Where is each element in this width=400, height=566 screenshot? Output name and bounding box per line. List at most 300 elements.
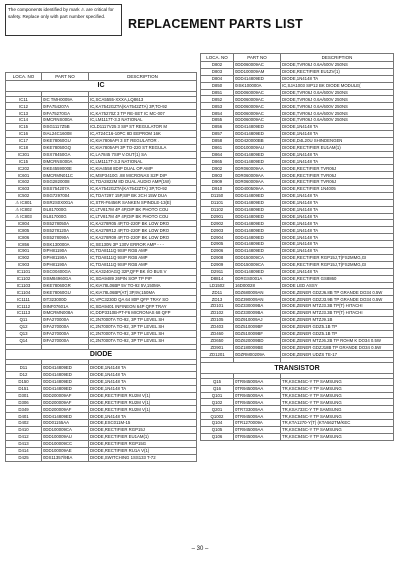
- description-cell: DIODE,SWITCHING 1SS133 T-72: [89, 454, 197, 461]
- table-row: [201, 392, 394, 399]
- table-row: [201, 254, 394, 261]
- table-row: [6, 96, 197, 103]
- description-cell: IC,LTV817M 4P 4P,DIP BK PHOTO COU: [89, 206, 197, 213]
- part-no-cell: 0ISR2S0X001A: [42, 199, 89, 206]
- table-row: [6, 234, 197, 241]
- part-no-cell: 0IMCRMN011C: [42, 172, 89, 179]
- table-row: [6, 378, 197, 385]
- description-cell: TR,KSC945C-Y TP SAMSUNG: [281, 433, 394, 440]
- loca-no-cell: ZD102: [201, 310, 234, 317]
- loca-no-cell: Q15: [201, 378, 234, 385]
- loca-no-cell: IC1112: [6, 303, 42, 310]
- loca-no-cell: D1150: [201, 192, 234, 199]
- loca-no-cell: D401: [6, 413, 42, 420]
- loca-no-cell: D1102: [201, 206, 234, 213]
- loca-no-cell: D349: [6, 406, 42, 413]
- loca-no-cell: D2902: [201, 220, 234, 227]
- table-row: [201, 433, 394, 440]
- part-no-cell: 0DD060009AC: [234, 103, 281, 110]
- loca-no-cell: Q16: [201, 385, 234, 392]
- loca-no-cell: D1101: [201, 199, 234, 206]
- loca-no-cell: Q105: [201, 427, 234, 434]
- description-cell: DIODE,ZENER MTZJ3.3B TP(T) HITACHI: [281, 310, 394, 317]
- description-cell: DIODE,RECTIFIER RGP15J,T(FS2MMG,GI: [281, 261, 394, 268]
- table-row: [201, 130, 394, 137]
- loca-no-cell: Q104: [201, 420, 234, 427]
- part-no-cell: 0TR945009AA: [234, 433, 281, 440]
- table-row: [6, 110, 197, 117]
- table-row: [201, 406, 394, 413]
- loca-no-cell: Q14: [6, 337, 42, 344]
- table-row: [6, 289, 197, 296]
- loca-no-cell: IC502: [6, 192, 42, 199]
- description-cell: DIODE,RECTIFIER RU1A V(1): [89, 447, 197, 454]
- part-no-cell: 0DZ510009BF: [234, 323, 281, 330]
- description-cell: DIODE,TVR06J 0.6A/600V 250NS: [281, 96, 394, 103]
- loca-no-cell: D909: [201, 179, 234, 186]
- description-cell: TR,KSC945C-Y TP SAMSUNG: [281, 399, 394, 406]
- safety-notice: The components identified by mark ⚠ are critical for safety. Replace only with part number specified.: [5, 4, 122, 36]
- table-row: [6, 433, 197, 440]
- description-cell: IC,KA278R12 4P,TO-220F BK LOW DRO: [89, 227, 197, 234]
- loca-no-cell: IC902: [6, 254, 42, 261]
- loca-no-cell: Q102: [201, 399, 234, 406]
- loca-no-cell: D8814: [201, 275, 234, 282]
- description-cell: DIODE,RECTIFIER TVR06J: [281, 165, 394, 172]
- part-no-cell: 0DZRM00209A: [234, 351, 281, 358]
- table-row: [6, 192, 197, 199]
- loca-no-cell: D410: [6, 427, 42, 434]
- part-no-cell: 0DD414809ED: [234, 248, 281, 255]
- parts-table-right: [200, 53, 394, 441]
- table-row: [201, 206, 394, 213]
- part-no-cell: 0ISK130000A: [42, 241, 89, 248]
- table-row: [6, 413, 197, 420]
- loca-no-cell: IC15: [6, 124, 42, 131]
- part-no-cell: 0DD414809ED: [42, 378, 89, 385]
- description-cell: DIODE,ZENER MTZJ6.2B TP ROHM K DO34 0.5W: [281, 337, 394, 344]
- part-no-cell: 0DD200009AF: [42, 399, 89, 406]
- loca-no-cell: D2901: [201, 213, 234, 220]
- description-cell: DIODE,RECTIFIER RGP15J,T(FS2MMG,GI: [281, 254, 394, 261]
- part-no-cell: 0ISC00400GA: [42, 268, 89, 275]
- part-no-cell: 0DD100009CA: [42, 427, 89, 434]
- description-cell: DIODE,ZENER UDZS TE-17: [281, 351, 394, 358]
- part-no-cell: 0IMCRNS000A: [42, 158, 89, 165]
- part-no-cell: 0IKE78050GQ: [42, 144, 89, 151]
- part-no-cell: 0DS11357/9BA: [42, 454, 89, 461]
- loca-no-cell: D854: [201, 110, 234, 117]
- loca-no-cell: IC805: [6, 227, 42, 234]
- loca-no-cell: D2909: [201, 261, 234, 268]
- table-row: [6, 144, 197, 151]
- description-cell: DIODE,RECTIFIER RGP15G: [89, 440, 197, 447]
- loca-no-cell: D306: [6, 399, 42, 406]
- part-no-cell: 0DD100009AU: [234, 144, 281, 151]
- description-cell: TR,KTA1270-Y(T) (KTA562TM/KEC: [281, 420, 394, 427]
- description-cell: IC,LM1117T-3.3 NATIONAL: [89, 117, 197, 124]
- table-row: [6, 447, 197, 454]
- loca-no-cell: IC1103: [6, 282, 42, 289]
- part-no-cell: 0DR060009AA: [234, 165, 281, 172]
- table-row: [201, 303, 394, 310]
- table-row: [201, 248, 394, 255]
- description-cell: DIODE,1N4148 TA: [281, 213, 394, 220]
- part-no-cell: 0TR945009AA: [234, 378, 281, 385]
- description-cell: IC,SDA9489 26PIN SOP TP PIP: [89, 275, 197, 282]
- loca-no-cell: IC1113: [6, 310, 42, 317]
- table-row: [201, 103, 394, 110]
- description-cell: IC,AT24C16-10PC 8D EEPROM 16K: [89, 130, 197, 137]
- part-no-cell: 0TR945009AA: [234, 385, 281, 392]
- table-row: [201, 330, 394, 337]
- table-row: [201, 158, 394, 165]
- table-row: [6, 317, 197, 324]
- description-cell: DIODE,TVR06J 0.6A/600V 250NS: [281, 110, 394, 117]
- description-cell: IC,LA7845 7SIP V.OUT(1) SA: [89, 151, 197, 158]
- part-no-cell: 0ISG2820008: [42, 179, 89, 186]
- part-no-cell: 0IAL24C16008: [42, 130, 89, 137]
- part-no-cell: 0IFA75270GA: [42, 110, 89, 117]
- description-cell: DIODE,1N4148 TA: [281, 248, 394, 255]
- description-cell: IC,KA75270Z 3 TP RE-SET IC MC-007: [89, 110, 197, 117]
- part-no-cell: 0DD414809ED: [234, 192, 281, 199]
- table-row: [6, 241, 197, 248]
- part-no-cell: 0TR945009AA: [234, 399, 281, 406]
- table-row: [6, 186, 197, 193]
- loca-no-cell: D856: [201, 124, 234, 131]
- loca-no-cell: D414: [6, 447, 42, 454]
- loca-no-cell: D803: [201, 68, 234, 75]
- part-no-cell: 0DD414809ED: [234, 234, 281, 241]
- description-cell: TR,KSC945C-Y TP SAMSUNG: [281, 413, 394, 420]
- description-cell: DIODE,TVR06J 0.6A/600V 250NS: [281, 62, 394, 69]
- loca-no-cell: ZD105: [201, 316, 234, 323]
- description-cell: DIODE,RECTIFIER GS8860: [281, 275, 394, 282]
- description-cell: DIODE,1N4148 TA: [281, 234, 394, 241]
- description-cell: IC,2N7000TA TO-92, 3P TP LEVEL SH: [89, 323, 197, 330]
- table-header-row: [6, 73, 197, 81]
- part-no-cell: 0DD414809ED: [42, 385, 89, 392]
- loca-no-cell: Q201: [201, 406, 234, 413]
- description-cell: DIODE,1N4148 TA: [89, 371, 197, 378]
- table-row: [201, 144, 394, 151]
- table-header-row: [201, 54, 394, 62]
- part-no-cell: 0DD414809ED: [42, 371, 89, 378]
- table-row: [6, 385, 197, 392]
- loca-no-cell: IC603: [6, 186, 42, 193]
- table-row: [6, 440, 197, 447]
- header-loca-no: LOCA. NO: [6, 73, 42, 81]
- table-row: [201, 186, 394, 193]
- table-row: [6, 310, 197, 317]
- loca-no-cell: IC1104: [6, 289, 42, 296]
- part-no-cell: 16D00028: [234, 282, 281, 289]
- table-row: [6, 254, 197, 261]
- part-no-cell: 0DD150009CA: [234, 254, 281, 261]
- description-cell: DIODE,ZENER GDZJ6.8B TP GRANDE DO34 0.5W: [281, 289, 394, 296]
- part-no-cell: 0DD414809ED: [42, 413, 89, 420]
- description-cell: IC,TDA8111Q 9SIP RGB AMP: [89, 261, 197, 268]
- loca-no-cell: D150: [6, 378, 42, 385]
- table-row: [6, 427, 197, 434]
- part-no-cell: 0ISS754207A: [42, 186, 89, 193]
- loca-no-cell: ZD650: [201, 337, 234, 344]
- table-row: [201, 310, 394, 317]
- table-row: [6, 103, 197, 110]
- page-title: REPLACEMENT PARTS LIST: [128, 17, 304, 31]
- part-no-cell: 0IS5278090A: [42, 234, 89, 241]
- table-row: [6, 227, 197, 234]
- part-no-cell: 0IINF07601A: [42, 303, 89, 310]
- section-heading: IC: [6, 81, 197, 92]
- part-no-cell: 0IKE78060GR: [42, 282, 89, 289]
- loca-no-cell: IC12: [6, 103, 42, 110]
- table-row: [201, 351, 394, 358]
- loca-no-cell: D855: [201, 117, 234, 124]
- description-cell: IC,SCA5555-XXXA,LQ8613: [89, 96, 197, 103]
- description-cell: DIODE,TVR06J 0.6A/600V 250NS: [281, 117, 394, 124]
- description-cell: DIODE,1N4148 TA: [281, 227, 394, 234]
- table-row: [201, 413, 394, 420]
- description-cell: IC,SE130N 3P 130V ERROR AMP - - -: [89, 241, 197, 248]
- part-no-cell: 0ISK100000A: [234, 82, 281, 89]
- table-row: [6, 165, 197, 172]
- table-row: [6, 130, 197, 137]
- part-no-cell: 0DD414809ED: [234, 151, 281, 158]
- loca-no-cell: D301: [6, 392, 42, 399]
- part-no-cell: 0DD414809ED: [234, 75, 281, 82]
- loca-no-cell: IC14: [6, 117, 42, 124]
- section-heading: TRANSISTOR: [201, 363, 394, 374]
- table-row: [6, 282, 197, 289]
- description-cell: DIODE,RECTIFIER RU2M V(1): [89, 406, 197, 413]
- part-no-cell: 0DD414809ED: [234, 130, 281, 137]
- table-row: [201, 420, 394, 427]
- loca-no-cell: IC17: [6, 137, 42, 144]
- description-cell: DIODE,1N4148 TA: [89, 365, 197, 372]
- description-cell: IC,KA7542GZTA(KA7542ZTA) 3P,TO-92: [89, 186, 197, 193]
- table-row: [6, 124, 197, 131]
- part-no-cell: 0DZ510009BF: [234, 330, 281, 337]
- table-row: [6, 275, 197, 282]
- description-cell: IC,KIA78L06BP 5V TO-92 5V,150MA: [89, 282, 197, 289]
- loca-no-cell: IC16: [6, 130, 42, 137]
- loca-no-cell: IC601: [6, 172, 42, 179]
- part-no-cell: 0DD414809ED: [42, 365, 89, 372]
- loca-no-cell: ⚠ IC802: [6, 206, 42, 213]
- loca-no-cell: D861: [201, 144, 234, 151]
- description-cell: IC,TDA7297 15P,SIP BK 2CH 15W DUA: [89, 192, 197, 199]
- part-no-cell: 0DZ180009BE: [234, 344, 281, 351]
- table-row: [6, 296, 197, 303]
- part-no-cell: 0IL817000G: [42, 213, 89, 220]
- section-heading: DIODE: [6, 349, 197, 360]
- part-no-cell: 0IPH81190A: [42, 248, 89, 255]
- description-cell: DIODE,1N4148 TA: [281, 220, 394, 227]
- description-cell: DIODE,ESC011M-15: [89, 420, 197, 427]
- loca-no-cell: D2905: [201, 241, 234, 248]
- part-no-cell: 0TR945009AA: [234, 413, 281, 420]
- description-cell: IC,2N7000TA TO-92, 3P TP LEVEL SH: [89, 337, 197, 344]
- loca-no-cell: D802: [201, 62, 234, 69]
- part-no-cell: 0ISG1117Z5B: [42, 124, 89, 131]
- loca-no-cell: Q13: [6, 330, 42, 337]
- description-cell: DIODE,1N4148 TA: [281, 151, 394, 158]
- loca-no-cell: D852: [201, 96, 234, 103]
- section-row: [6, 349, 197, 360]
- table-row: [201, 427, 394, 434]
- loca-no-cell: ZD901: [201, 344, 234, 351]
- description-cell: DIODE,1N4148 TA: [89, 413, 197, 420]
- loca-no-cell: ZD1201: [201, 351, 234, 358]
- table-row: [6, 365, 197, 372]
- table-row: [201, 323, 394, 330]
- description-cell: IC,LM1117T-3.3 NATIONAL: [89, 158, 197, 165]
- part-no-cell: 0DD200009AF: [42, 406, 89, 413]
- description-cell: TR,KSC945C-Y TP SAMSUNG: [281, 378, 394, 385]
- table-row: [6, 268, 197, 275]
- table-row: [201, 213, 394, 220]
- part-no-cell: 0IKE78060GU: [42, 137, 89, 144]
- table-row: [6, 371, 197, 378]
- part-no-cell: 0DD400509AA: [234, 186, 281, 193]
- part-no-cell: 0IMCRNS000A: [42, 117, 89, 124]
- header-part-no: PART NO: [234, 54, 281, 62]
- table-row: [201, 227, 394, 234]
- part-no-cell: 0DD414809ED: [234, 227, 281, 234]
- description-cell: DIODE,1N4148 TA: [89, 385, 197, 392]
- table-row: [201, 234, 394, 241]
- description-cell: IC,DDP3310B-PT-F6 MICRONAS 68 QFP: [89, 310, 197, 317]
- table-row: [6, 151, 197, 158]
- part-no-cell: 0IPH81190A: [42, 254, 89, 261]
- description-cell: IC,2N7000TA TO-92, 3P TP LEVEL SH: [89, 317, 197, 324]
- part-no-cell: 0IS5278050A: [42, 220, 89, 227]
- description-cell: DIODE,1N4148 TA: [281, 124, 394, 131]
- loca-no-cell: IC15: [6, 158, 42, 165]
- loca-no-cell: IC301: [6, 151, 42, 158]
- table-row: [201, 82, 394, 89]
- loca-no-cell: D2906: [201, 248, 234, 255]
- loca-no-cell: IC1111: [6, 296, 42, 303]
- description-cell: DIODE,RECTIFIER TVR06J: [281, 172, 394, 179]
- part-no-cell: 0ISX78450GA: [42, 151, 89, 158]
- table-row: [201, 316, 394, 323]
- loca-no-cell: D402: [6, 420, 42, 427]
- description-cell: DIODE,D4L20U SHINDENGEN: [281, 137, 394, 144]
- table-row: [6, 406, 197, 413]
- part-no-cell: 0IKE78060GU: [42, 289, 89, 296]
- loca-no-cell: ⚠ IC803: [6, 213, 42, 220]
- part-no-cell: 0DR060009AA: [234, 179, 281, 186]
- description-cell: TR,KSC945C-Y TP SAMSUNG: [281, 385, 394, 392]
- part-no-cell: 0IFA270000A: [42, 323, 89, 330]
- part-no-cell: 0IT323000D: [42, 296, 89, 303]
- description-cell: DIODE LED ASSY: [281, 282, 394, 289]
- table-row: [6, 158, 197, 165]
- description-cell: DIODE,TVR06J 0.6A/600V 250NS: [281, 103, 394, 110]
- loca-no-cell: D851: [201, 89, 234, 96]
- part-no-cell: 0IFA754207A: [42, 103, 89, 110]
- part-no-cell: 0DD420000BB: [234, 137, 281, 144]
- description-cell: IC,SDA9401 INFINEON 64P QFP TRAY: [89, 303, 197, 310]
- part-no-cell: 0DRGS0001A: [234, 275, 281, 282]
- table-row: [6, 337, 197, 344]
- part-no-cell: 0DZ330009BA: [234, 303, 281, 310]
- loca-no-cell: IC1102: [6, 275, 42, 282]
- table-row: [6, 117, 197, 124]
- part-no-cell: 0DD414809ED: [234, 241, 281, 248]
- description-cell: DIODE,ZENER MTZJ3.3B TP(T) HITACHI: [281, 303, 394, 310]
- description-cell: TR,KSC945C-Y TP SAMSUNG: [281, 427, 394, 434]
- loca-no-cell: IC804: [6, 220, 42, 227]
- description-cell: DIODE,RECTIFIER TVR06J: [281, 179, 394, 186]
- loca-no-cell: Q101: [201, 392, 234, 399]
- loca-no-cell: IC901: [6, 248, 42, 255]
- description-cell: DIODE,RECTIFIER EU1AM(1): [281, 144, 394, 151]
- description-cell: IC,VPC3230D QA 64 80P QFP TRAY SO: [89, 296, 197, 303]
- loca-no-cell: IC18: [6, 144, 42, 151]
- part-no-cell: 0IFA270000A: [42, 337, 89, 344]
- description-cell: TR,KSC945C-Y TP SAMSUNG: [281, 392, 394, 399]
- description-cell: IC,KIA7806API 3 ST REGULATOR .: [89, 137, 197, 144]
- table-row: [201, 296, 394, 303]
- table-row: [6, 137, 197, 144]
- description-cell: DIODE,RECTIFIER EU1AM(1): [89, 433, 197, 440]
- description-cell: IC,KA7542GZTA(KA7542ZTA) 3P,TO-92: [89, 103, 197, 110]
- part-no-cell: 0ISG7297004: [42, 192, 89, 199]
- table-row: [6, 303, 197, 310]
- table-row: [201, 220, 394, 227]
- description-cell: IC,LTV817M 4P 4P,DIP BK PHOTO COU: [89, 213, 197, 220]
- description-cell: TR,KSA733C-Y TP SAMSUNG: [281, 406, 394, 413]
- description-cell: IC,TDA8111Q 9SIP RGB AMP: [89, 248, 197, 255]
- header-loca-no: LOCA. NO: [201, 54, 234, 62]
- part-no-cell: 0DD060009AC: [234, 89, 281, 96]
- table-row: [201, 68, 394, 75]
- loca-no-cell: D2908: [201, 254, 234, 261]
- part-no-cell: 0DD200009AF: [42, 392, 89, 399]
- part-no-cell: 0DD414809ED: [234, 199, 281, 206]
- part-no-cell: 0DD01155AA: [42, 420, 89, 427]
- table-row: [201, 75, 394, 82]
- loca-no-cell: D413: [6, 440, 42, 447]
- loca-no-cell: D2911: [201, 268, 234, 275]
- part-no-cell: 0DD100009CC: [42, 440, 89, 447]
- part-no-cell: 0ISM84960GA: [42, 275, 89, 282]
- part-no-cell: 0DD414809ED: [234, 268, 281, 275]
- description-cell: DIODE,ZENER GDZJ3.9B TP GRANDE DO34 0.5W: [281, 296, 394, 303]
- part-no-cell: 0DD414809ED: [234, 206, 281, 213]
- table-row: [201, 165, 394, 172]
- table-row: [201, 378, 394, 385]
- description-cell: DIODE,1N4148 TA: [281, 241, 394, 248]
- loca-no-cell: D864: [201, 151, 234, 158]
- description-cell: DIODE,ZENER GDZ5.1B TP: [281, 323, 394, 330]
- part-no-cell: 0DD414809ED: [234, 158, 281, 165]
- table-row: [201, 62, 394, 69]
- table-row: [201, 89, 394, 96]
- part-no-cell: 0IFA270000A: [42, 317, 89, 324]
- table-row: [6, 220, 197, 227]
- loca-no-cell: Q1002: [201, 413, 234, 420]
- description-cell: DIODE,RECTIFIER EU1ZV(1): [281, 68, 394, 75]
- table-row: [201, 110, 394, 117]
- table-row: [201, 124, 394, 131]
- table-row: [201, 275, 394, 282]
- table-row: [6, 392, 197, 399]
